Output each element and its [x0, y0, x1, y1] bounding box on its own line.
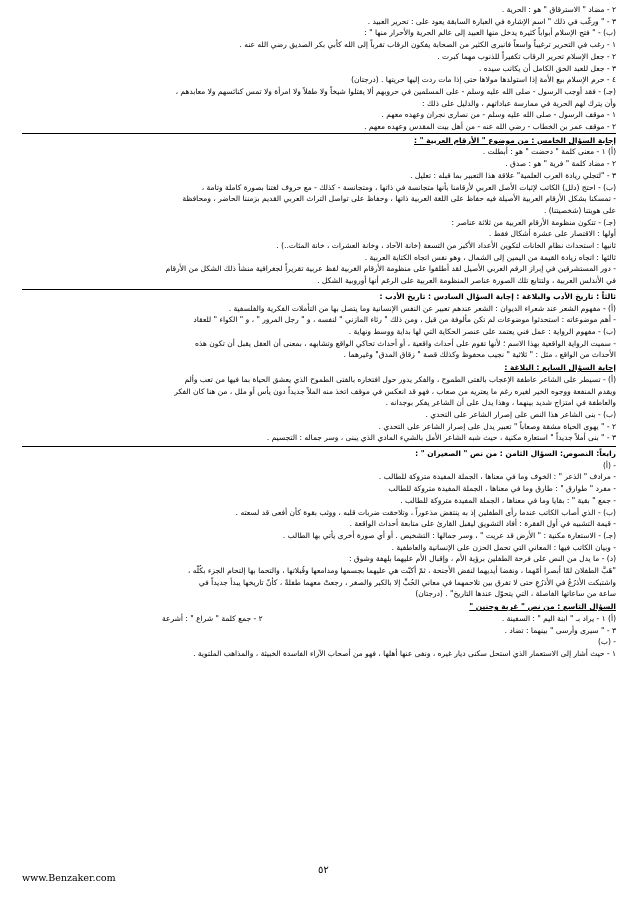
- section-previous-answers: [22, 4, 616, 134]
- text-line: ٢ - مضاد كلمة " فرية " هو : صدق .: [505, 159, 616, 169]
- text-line: - مرادف " الذعر " : الخوف وما في معناها ، الجملة المفيدة متروكة للطالب .: [378, 472, 616, 482]
- text-line: ويقدم المنفعة ووجوه الخير لغيره رغم ما يعتريه من صعاب ، فهو قد انعكس في موقف اتخذ منه الملاً جديداً دون يأس أو ملل ، من هنا كان الفكر: [174, 386, 616, 396]
- text-line: ٢ - جعل الإسلام تحرير الرقاب تكفيراً للذنوب مهما كبرت .: [437, 51, 616, 61]
- section-question-7: [22, 362, 616, 444]
- text-line: ٣ - " ورغّب في ذلك " اسم الإشارة في العبارة السابقة يعود على : تحرير العبيد .: [367, 16, 616, 26]
- text-line: ٢ - " يهوى الحياة مشقة وصعاباً " تعبير يدل على إصرار الشاعر على التحدي .: [378, 421, 616, 431]
- text-line: على هويتنا (شخصيتنا) .: [543, 205, 616, 215]
- text-line: وأن يترك لهم الحرية في ممارسة عباداتهم ، والدليل على ذلك :: [422, 98, 616, 108]
- text-line: - (أ): [602, 460, 616, 470]
- text-line: (أ) - مفهوم الشعر عند شعراء الديوان : الشعر عندهم تعبير عن النفس الإنسانية وما يتصل بها من التأملات الفكرية والفلسفية .: [228, 303, 616, 313]
- text-line: ثانيها : استحداث نظام الخانات لتكوين الأعداد الأكبر من التسعة (خانة الآحاد ، وخانة العشرات ، خانة المئات..) .: [276, 241, 616, 251]
- text-line: ٣ - "لتجلي ريادة العرب العلمية" علاقة هذا التعبير بما قبله : تعليل .: [410, 170, 616, 180]
- text-line: في الأندلس العربية ، ولتتابع تلك الصورة عناصر المنظومة العربية على الرغم أنها أوروبية الشكل .: [317, 276, 616, 286]
- text-line: - مفرد " طوارق " : طارق وما في معناها ، الجملة المفيدة متروكة للطالب: [388, 484, 616, 494]
- text-line: - دور المستشرقين في إبراز الرقم العربي الأصيل لقد أطلقوا على منظومة الأرقام الغربية لفظ عربية تقريراً لجغرافية منشأ ذلك الشكل من الأرقام: [165, 264, 616, 274]
- text-line: (أ) ١ - معنى كلمة " دحضت " هو : أبطلت .: [482, 147, 616, 157]
- text-line: - قيمة التشبيه في أول الفقرة : أفاد التشويق ليقبل القارئ على متابعة أحداث الواقعة .: [349, 519, 616, 529]
- text-line: ٢ - موقف عمر بن الخطاب - رضي الله عنه - من أهل بيت المقدس وعهده معهم .: [22, 121, 616, 134]
- section-question-8: [22, 446, 616, 600]
- text-line: ساعة من ساعاتها الفاصلة ، التي يتحوّل عندها التاريخ" . (درجتان): [415, 589, 616, 599]
- text-line: ١ - رغب في التحرير ترغيباً واسعاً فانبرى الكثير من الصحابة يفكون الرقاب تقرباً إلى الله كأبي بكر الصديق رضي الله عنه .: [239, 40, 616, 50]
- text-line: واشتبكت الأذرُعُ في الأذرُعِ حتى لا تفرق بين تلاحمهما في معاني الحُبِّ إلا بالكبر والصغر ، رجعتْ معهما طفلةً ، كأنّ تاريخها يبدأ جديداً في: [198, 577, 616, 587]
- text-line: ١ - حيث أشار إلى الاستعمار الذي استحل سكنى ديار غيره ، ونفى عنها أهلها ، فهو من أصحاب الآراء الفاسدة الخبيثة ، والمذاهب الملتوية .: [193, 648, 616, 658]
- text-line: ٣ - " بنى أملاً جديداً " استعارة مكنية ، حيث شبه الشاعر الأمل بالشيء المادي الذي يبنى ، وسر جماله : التجسيم .: [266, 433, 616, 443]
- section-question-6: [22, 289, 616, 361]
- text-line: - سميت الرواية الواقعية بهذا الاسم ؛ لأنها تقوم على أحداث واقعية ، أو أحداث تحاكي الواقع وتشابهه ، بمعنى أن العقل يقبل أن تكون هذه: [195, 338, 616, 348]
- text-line: (جـ) - فقد أوجب الرسول - صلى الله عليه وسلم - على المسلمين في حروبهم ألا يقتلوا شيخاً ولا طفلاً ولا امرأة ولا تمس كنائسهم ولا معابدهم ،: [175, 86, 616, 96]
- text-line: (أ) - تسيطر على الشاعر عاطفة الإعجاب بالفتى الطموح ، والفكر يدور حول افتخاره بالفتى الطموح الذي يعشق الحياة بما فيها من تعب وألم: [184, 374, 616, 384]
- page-content: [22, 4, 616, 864]
- text-line: (ب) - مفهوم الرواية : عمل فني يعتمد على عنصر الحكاية التي لها بداية ووسط ونهاية .: [348, 326, 616, 336]
- text-line: (أ) ١ - يراد بـ " ابنة اليم " : السفينة .: [501, 613, 616, 623]
- section-heading: إجابة السؤال الخامس : من موضوع " الأرقام العربية " :: [414, 135, 616, 145]
- text-line: - (ب): [597, 637, 616, 647]
- section-heading: إجابة السؤال السابع : البلاغة :: [504, 363, 616, 373]
- text-line: - أهم موضوعاته : استحدثوا موضوعات لم تكن مألوفة من قبل ، ومن ذلك " رثاء المازني " لنفسه ، و " رجل المرور " ، و " الكواء " للعقاد: [193, 315, 616, 325]
- text-line: الأحداث من الواقع ، مثل : " ثلاثية " نجيب محفوظ وكذلك قصة " زقاق المدق" وغيرهما .: [343, 350, 616, 360]
- text-line: ١ - موقف الرسول - صلى الله عليه وسلم - من نصارى نجران وعهده معهم .: [381, 110, 616, 120]
- text-line: (ب) - " فتح الإسلام أبواباً كثيرة يدخل منها العبيد إلى عالم الحرية والأحرار منها " :: [364, 28, 616, 38]
- text-line: (د) - ما يدل من النص على فرحة الطفلين برؤية الأم ، وإقبال الأم عليهما بلهفة وشوق :: [348, 554, 616, 564]
- text-line: (ب) - بنى الشاعر هذا النص على إصرار الشاعر على التحدي .: [425, 409, 616, 419]
- section-heading: ثالثاً : تاريخ الأدب والبلاغة : إجابة السؤال السادس : تاريخ الأدب :: [22, 289, 616, 303]
- section-heading: رابعاً: النصوص: السؤال الثامن : من نص " الصغيران " :: [22, 446, 616, 460]
- text-line: ٤ - حرم الإسلام بيع الأمة إذا استولدها مولاها حتى إذا مات ردت إليها حريتها . (درجتان): [351, 75, 616, 85]
- text-line: "هَبَّ الطفلان لمّا أبصرا أمّهما ، ونفضا أيديهما لنفض الأجنحة ، ثمّ أكبّت هي عليهما بجسمها ومدامعها وقُبلاتها ، والتحما بها إلتحام الجزء بكُلّه ،: [187, 566, 616, 576]
- text-line: ٢ - مضاد " الاسترقاق " هو : الحرية .: [501, 5, 616, 14]
- section-question-9: [22, 601, 616, 660]
- text-line: ٣ - " سيرى وأرسى " بينهما : تضاد .: [504, 625, 616, 635]
- text-line: - تمسكنا بشكل الأرقام العربية الأصيلة فيه حفاظ على اللغة العربية ذاتها ، وحفاظ على تواصل التراث العربي القديم بزمننا الحاضر ، ومحافظة: [182, 194, 616, 204]
- page-number: ٥٢: [318, 865, 329, 876]
- section-heading: السؤال التاسع : من نص " غربة وحنين ": [469, 602, 616, 612]
- text-line: (جـ) - تتكون منظومة الأرقام العربية من ثلاثة عناصر :: [451, 217, 616, 227]
- section-question-5: [22, 135, 616, 287]
- page-footer: [22, 865, 616, 887]
- text-line: ٣ - جعل للعبد الحق الكامل أن يكاتب سيده .: [478, 63, 616, 73]
- text-line: (ب) - الذي أصاب الكاتب عندما رأى الطفلين إذ به ينتفض مذعوراً ، وتلاحقت ضربات قلبه ، ووثب بقوة كأن أفعى قد لسعته .: [235, 507, 616, 517]
- text-line: (ب) - احتج (دلل) الكاتب لإثبات الأصل العربي لأرقامنا بأنها متجانسة في ذاتها ، ومتجانسة - كذلك - مع حروف لغتنا بصورة كاملة وتامة ،: [201, 182, 616, 192]
- text-line: ثالثها : اتجاه زيادة القيمة من اليمين إلى الشمال ، وهو نفس اتجاه الكتابة العربية .: [364, 252, 616, 262]
- text-line: والعاطفة في امتزاج شديد بينهما ، وهذا يدل على أن الشاعر يفكر بوجدانه .: [385, 398, 616, 408]
- text-line: ٢ - جمع كلمة " شراع " : أشرعة: [162, 613, 263, 623]
- text-line: (جـ) - الاستعارة مكنية : " الأرض قد عريت " ، وسر جمالها : التشخيص . أو أي صورة أخرى يأتي بها الطالب .: [282, 530, 616, 540]
- text-line: - وبيان الكاتب فيها : المعاني التي تحمل الحزن على الإنسانية والعاطفية .: [391, 542, 616, 552]
- text-line: أولها : الاقتصار على عشرة أشكال فقط .: [488, 229, 616, 239]
- text-line: - جمع " بقية " : بقايا وما في معناها ، الجملة المفيدة متروكة للطالب .: [400, 495, 616, 505]
- answer-row: [22, 613, 616, 625]
- website-url: www.Benzaker.com: [22, 873, 116, 884]
